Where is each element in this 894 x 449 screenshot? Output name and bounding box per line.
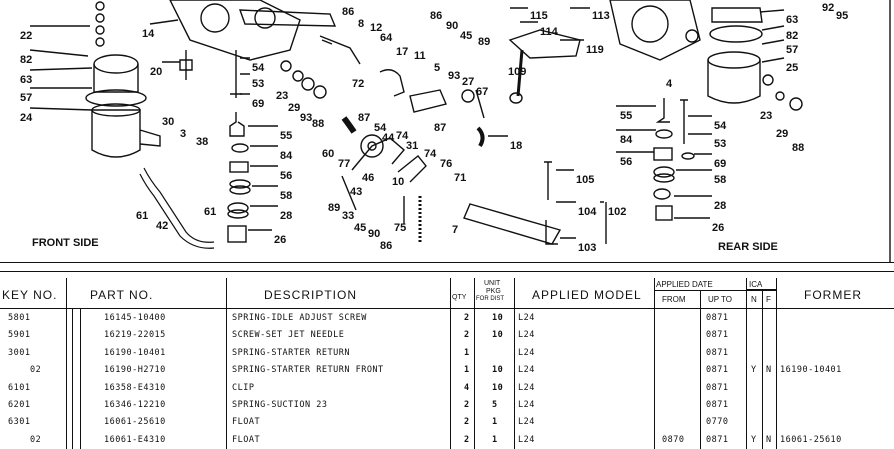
callout-number: 67 — [476, 86, 489, 98]
cell-unit: 1 — [492, 417, 498, 428]
header-applied-model: APPLIED MODEL — [532, 288, 642, 302]
cell-model: L24 — [518, 417, 535, 428]
cell-f: N — [766, 365, 772, 376]
cell-unit: 10 — [492, 313, 504, 323]
front-float-chamber — [86, 55, 163, 157]
callout-number: 44 — [382, 132, 395, 144]
callout-number: 54 — [374, 122, 387, 134]
cell-upto: 0871 — [706, 347, 729, 358]
table-row — [0, 414, 894, 431]
table-row — [0, 397, 894, 414]
callout-number: 69 — [252, 98, 265, 110]
cell-qty: 2 — [464, 313, 470, 323]
callout-number: 11 — [414, 50, 426, 62]
cell-unit: 1 — [492, 434, 498, 445]
cell-desc: SPRING-STARTER RETURN — [232, 347, 350, 358]
callout-number: 57 — [786, 44, 799, 56]
header-qty: QTY — [452, 294, 467, 301]
rear-side-caption: REAR SIDE — [718, 241, 778, 253]
callout-number: 104 — [578, 206, 597, 218]
callout-number: 88 — [312, 118, 325, 130]
cell-desc: SPRING-STARTER RETURN FRONT — [232, 365, 384, 376]
cell-qty: 1 — [464, 365, 470, 376]
callout-number: 92 — [822, 2, 835, 14]
callout-number: 57 — [20, 92, 33, 104]
cell-model: L24 — [518, 365, 535, 376]
cell-part: 16145-10400 — [104, 313, 166, 323]
callout-number: 26 — [274, 234, 287, 246]
callout-number: 46 — [362, 172, 375, 184]
cell-n: Y — [751, 365, 757, 376]
callout-number: 5 — [434, 62, 441, 74]
cell-unit: 10 — [492, 330, 504, 341]
cell-upto: 0871 — [706, 330, 729, 341]
cell-upto: 0871 — [706, 434, 729, 445]
callout-number: 93 — [448, 70, 461, 82]
callout-number: 55 — [620, 110, 633, 122]
callout-number: 22 — [20, 30, 33, 42]
cell-part: 16190-10401 — [104, 347, 166, 358]
callout-number: 27 — [462, 76, 475, 88]
callout-number: 28 — [280, 210, 293, 222]
cell-desc: FLOAT — [232, 417, 261, 428]
callout-number: 18 — [510, 140, 523, 152]
callout-number: 109 — [508, 66, 527, 78]
header-applied-date: APPLIED DATE — [656, 280, 713, 289]
table-top-rule — [0, 262, 894, 263]
callout-number: 43 — [350, 186, 363, 198]
cell-qty: 2 — [464, 400, 470, 410]
callout-number: 56 — [280, 170, 293, 182]
callout-number: 14 — [142, 28, 155, 40]
cell-part: 16061-25610 — [104, 417, 166, 428]
callout-number: 28 — [714, 200, 727, 212]
cell-model: L24 — [518, 330, 535, 341]
callout-number: 74 — [396, 130, 409, 142]
callout-number: 54 — [252, 62, 265, 74]
callout-number: 114 — [540, 26, 558, 38]
cell-desc: FLOAT — [232, 434, 261, 445]
cell-desc: SPRING-SUCTION 23 — [232, 400, 328, 410]
front-side-caption: FRONT SIDE — [32, 237, 99, 249]
cell-key: 6101 — [8, 382, 31, 393]
callout-number: 95 — [836, 10, 849, 22]
callout-number: 63 — [786, 14, 799, 26]
jet-stack-rear — [654, 75, 805, 220]
callout-number: 74 — [424, 148, 437, 160]
cell-key: 5901 — [8, 330, 31, 341]
callout-number: 3 — [180, 128, 187, 140]
callout-number: 87 — [434, 122, 447, 134]
callout-number: 30 — [162, 116, 175, 128]
cell-former: 16061-25610 — [780, 434, 842, 445]
cell-from: 0870 — [662, 434, 685, 445]
callout-number: 87 — [358, 112, 371, 124]
cell-model: L24 — [518, 382, 535, 393]
callout-number: 20 — [150, 66, 163, 78]
cell-former: 16190-10401 — [780, 365, 842, 376]
callout-number: 12 — [370, 22, 383, 34]
table-row — [0, 380, 894, 397]
callout-number: 86 — [430, 10, 443, 22]
cell-desc: SPRING-IDLE ADJUST SCREW — [232, 313, 367, 323]
callout-number: 113 — [592, 10, 610, 22]
callout-number: 58 — [280, 190, 293, 202]
callout-number: 103 — [578, 242, 597, 254]
callout-number: 17 — [396, 46, 409, 58]
callout-number: 10 — [392, 176, 405, 188]
callout-number: 7 — [452, 224, 459, 236]
callout-number: 60 — [322, 148, 335, 160]
jet-stack-front — [228, 112, 250, 242]
header-pkg: PKG — [486, 288, 501, 295]
callout-number: 4 — [666, 78, 673, 90]
table-row — [0, 432, 894, 449]
header-former: FORMER — [804, 288, 862, 302]
cell-part: 16346-12210 — [104, 400, 166, 410]
callout-number: 69 — [714, 158, 727, 170]
callout-number: 45 — [354, 222, 367, 234]
cell-unit: 10 — [492, 382, 504, 393]
table-row — [0, 345, 894, 362]
cell-key: 02 — [30, 434, 42, 445]
callout-number: 64 — [380, 32, 393, 44]
callout-number: 31 — [406, 140, 419, 152]
header-ica-n: N — [751, 295, 757, 304]
cell-part: 16358-E4310 — [104, 382, 166, 393]
cell-key: 5801 — [8, 313, 31, 323]
callout-number: 45 — [460, 30, 473, 42]
callout-number: 61 — [204, 206, 217, 218]
cell-model: L24 — [518, 347, 535, 358]
callout-number: 54 — [714, 120, 727, 132]
cell-upto: 0871 — [706, 365, 729, 376]
cell-part: 16061-E4310 — [104, 434, 166, 445]
callout-number: 29 — [288, 102, 301, 114]
cell-f: N — [766, 434, 772, 445]
callout-number: 115 — [530, 10, 548, 22]
callout-number: 89 — [328, 202, 341, 214]
callout-number: 23 — [276, 90, 289, 102]
callout-number: 119 — [586, 44, 604, 56]
cell-upto: 0770 — [706, 417, 729, 428]
callout-number: 25 — [786, 62, 799, 74]
callout-number: 102 — [608, 206, 627, 218]
cell-qty: 2 — [464, 417, 470, 428]
header-up-to: UP TO — [708, 295, 733, 304]
callout-number: 86 — [342, 6, 355, 18]
callout-numbers — [20, 2, 848, 254]
cell-upto: 0871 — [706, 400, 729, 410]
callout-number: 90 — [368, 228, 381, 240]
cell-model: L24 — [518, 400, 535, 410]
cell-model: L24 — [518, 434, 535, 445]
callout-number: 105 — [576, 174, 595, 186]
cell-desc: SCREW-SET JET NEEDLE — [232, 330, 345, 341]
parts-table — [0, 262, 894, 449]
callout-number: 82 — [20, 54, 33, 66]
callout-number: 84 — [280, 150, 293, 162]
cell-key: 6201 — [8, 400, 31, 410]
callout-number: 33 — [342, 210, 355, 222]
cell-unit: 5 — [492, 400, 498, 410]
callout-number: 56 — [620, 156, 633, 168]
callout-number: 38 — [196, 136, 209, 148]
table-row — [0, 362, 894, 379]
cell-upto: 0871 — [706, 382, 729, 393]
callout-number: 63 — [20, 74, 33, 86]
cell-qty: 2 — [464, 330, 470, 341]
callout-number: 8 — [358, 18, 365, 30]
callout-number: 26 — [712, 222, 725, 234]
callout-number: 42 — [156, 220, 169, 232]
callout-number: 82 — [786, 30, 799, 42]
callout-number: 88 — [792, 142, 805, 154]
header-description: DESCRIPTION — [264, 288, 358, 302]
callout-number: 84 — [620, 134, 633, 146]
callout-number: 86 — [380, 240, 393, 252]
cell-qty: 2 — [464, 434, 470, 445]
header-bottom-rule — [0, 308, 894, 309]
ica-split-rule — [746, 289, 776, 290]
cell-qty: 1 — [464, 347, 470, 358]
header-unit: UNIT — [484, 280, 501, 287]
callout-number: 72 — [352, 78, 365, 90]
callout-number: 61 — [136, 210, 149, 222]
callout-number: 90 — [446, 20, 459, 32]
cell-part: 16219-22015 — [104, 330, 166, 341]
callout-number: 29 — [776, 128, 789, 140]
callout-number: 23 — [760, 110, 773, 122]
callout-number: 55 — [280, 130, 293, 142]
callout-number: 71 — [454, 172, 467, 184]
cell-qty: 4 — [464, 382, 470, 393]
header-part-no: PART NO. — [90, 288, 154, 302]
header-for-dist: FOR DIST — [476, 296, 504, 302]
table-row — [0, 327, 894, 344]
callout-number: 53 — [252, 78, 265, 90]
cell-key: 3001 — [8, 347, 31, 358]
header-ica-f: F — [766, 295, 771, 304]
cell-part: 16190-H2710 — [104, 365, 166, 376]
applied-date-split-rule — [654, 290, 776, 291]
cell-n: Y — [751, 434, 757, 445]
cell-upto: 0871 — [706, 313, 729, 323]
header-ica: ICA — [749, 280, 763, 289]
cell-desc: CLIP — [232, 382, 255, 393]
callout-number: 76 — [440, 158, 453, 170]
cell-unit: 10 — [492, 365, 504, 376]
cell-key: 02 — [30, 365, 42, 376]
bolt-stack-left — [96, 2, 104, 46]
table-row — [0, 310, 894, 327]
callout-number: 53 — [714, 138, 727, 150]
callout-number: 58 — [714, 174, 727, 186]
callout-number: 77 — [338, 158, 351, 170]
callout-number: 89 — [478, 36, 491, 48]
callout-number: 75 — [394, 222, 407, 234]
header-key-no: KEY NO. — [2, 288, 58, 302]
callout-number: 24 — [20, 112, 33, 124]
callout-number: 93 — [300, 112, 313, 124]
cell-key: 6301 — [8, 417, 31, 428]
cell-model: L24 — [518, 313, 535, 323]
table-top-rule-2 — [0, 271, 894, 272]
rear-float-chamber — [708, 8, 762, 103]
header-from: FROM — [662, 295, 686, 304]
